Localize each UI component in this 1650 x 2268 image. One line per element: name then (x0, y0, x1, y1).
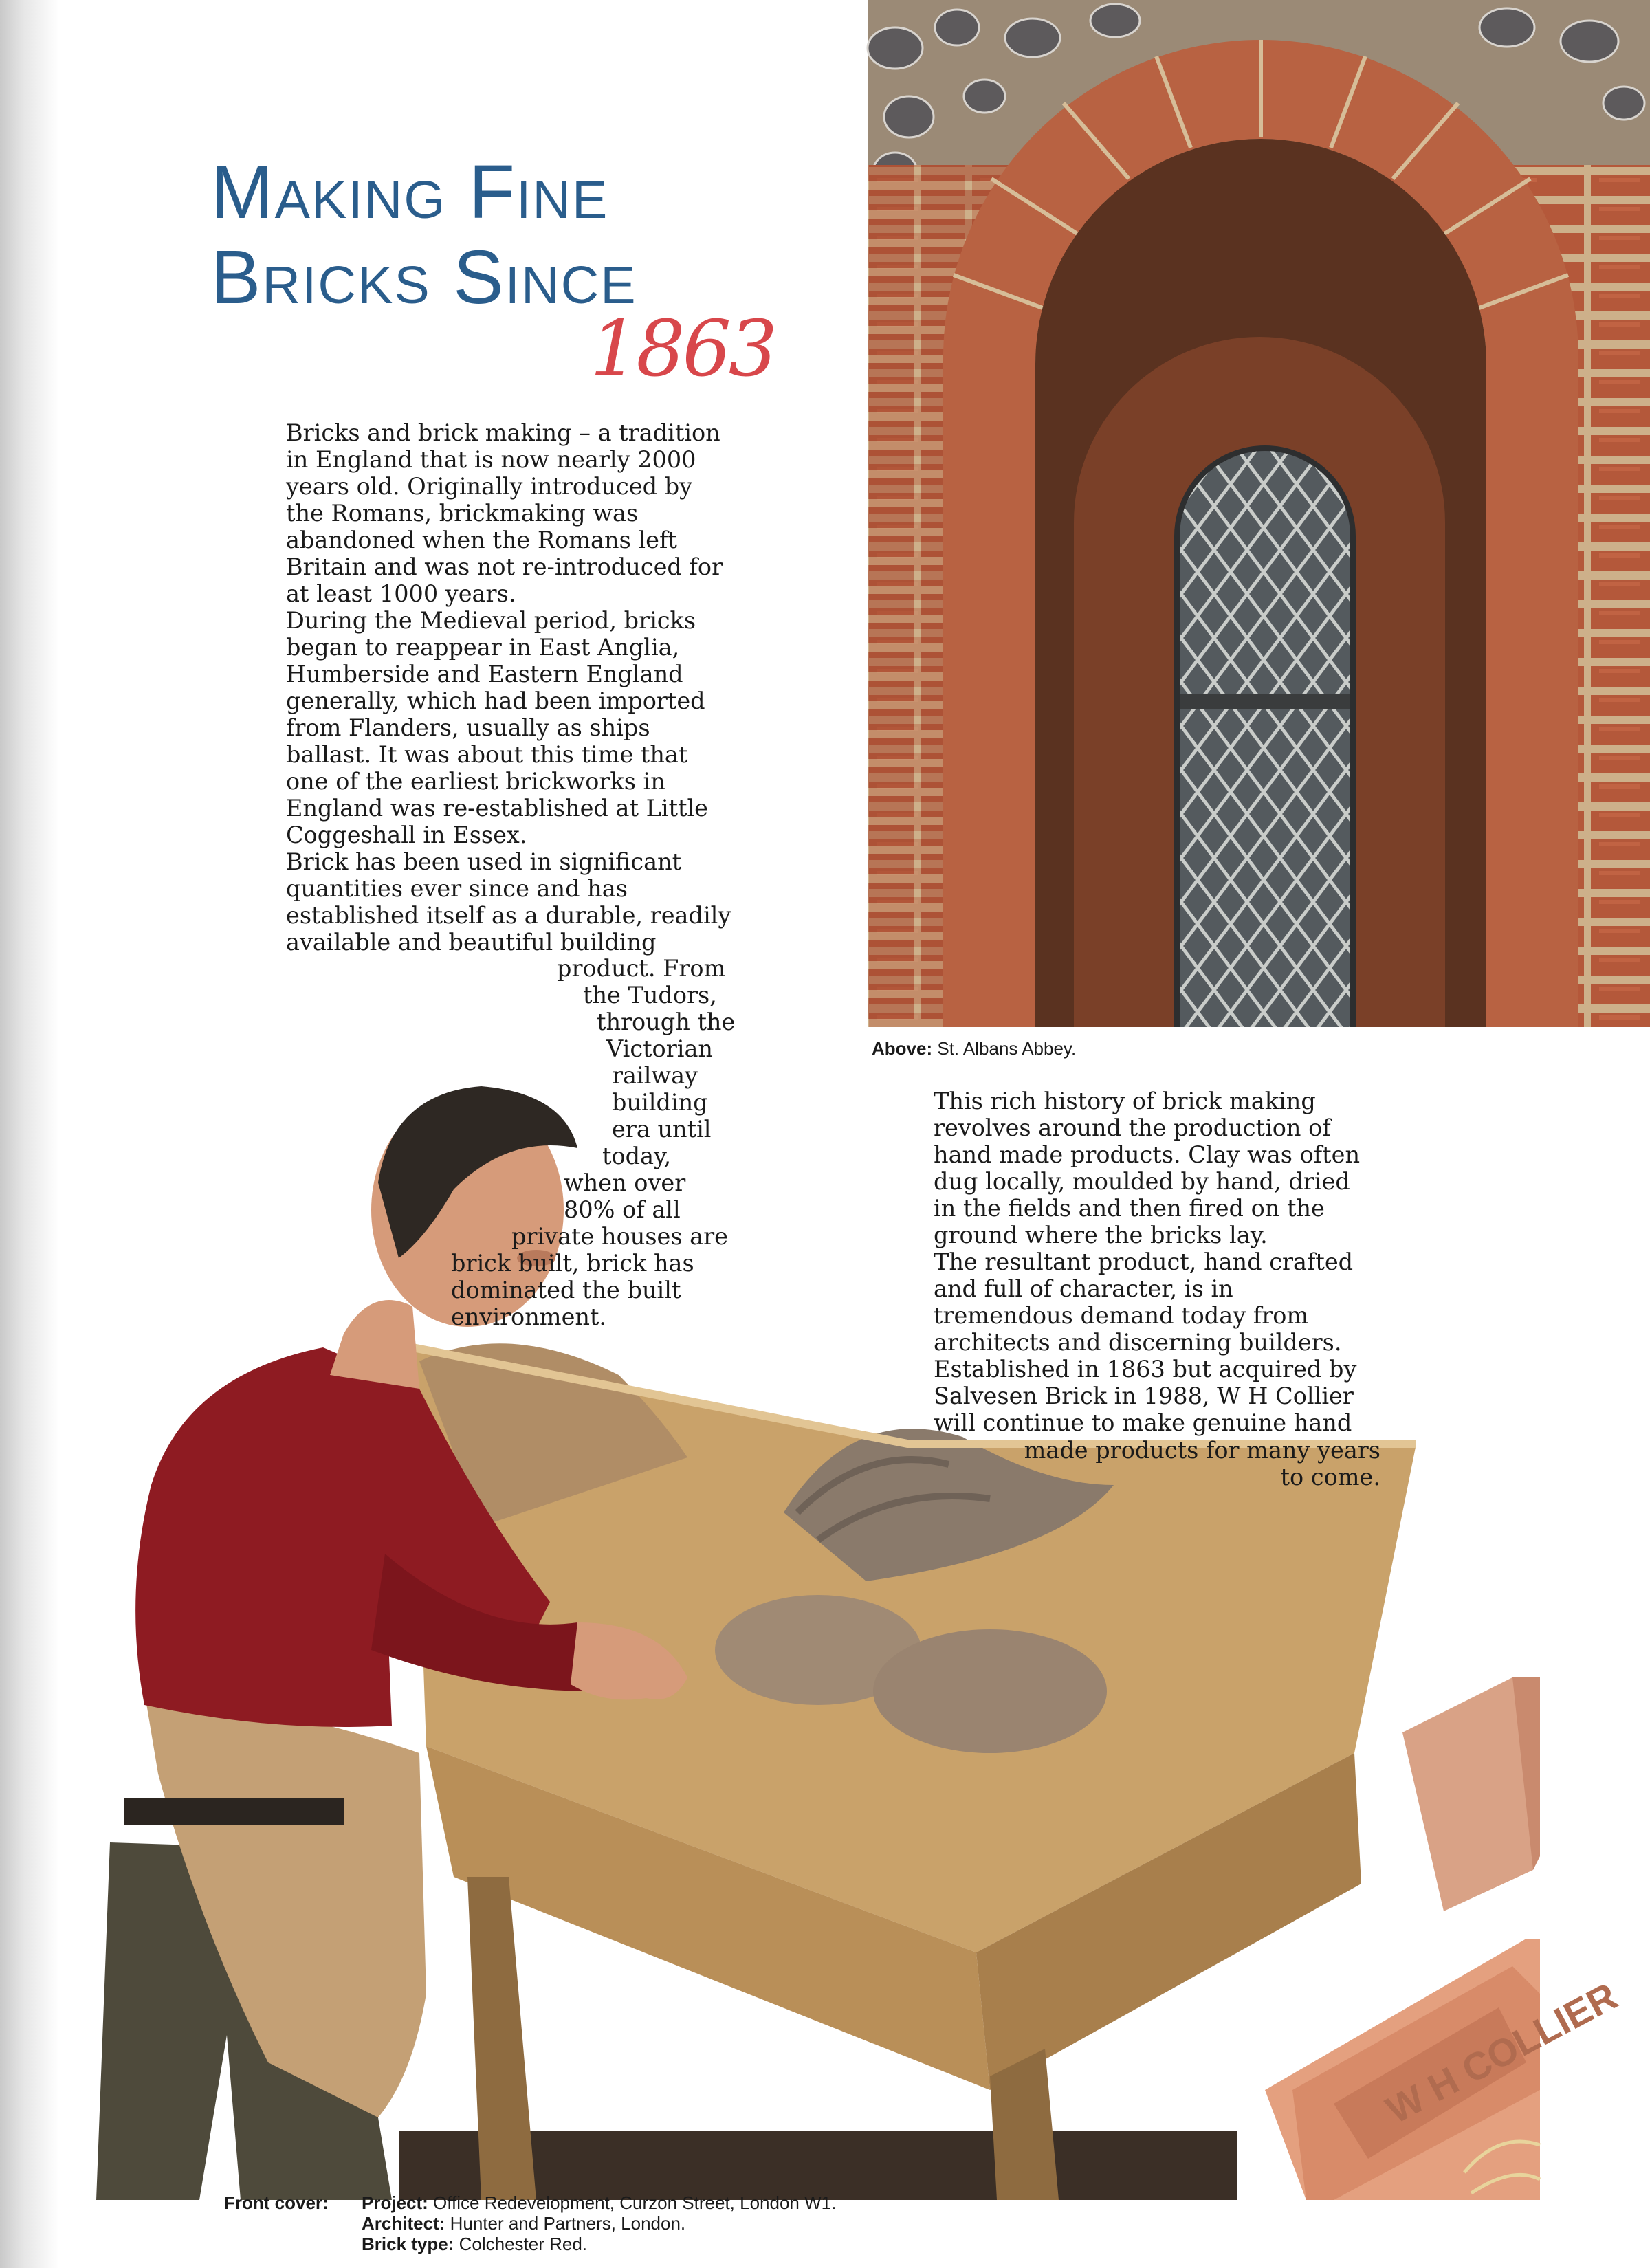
credit-value: Office Redevelopment, Curzon Street, London W1. (428, 2192, 837, 2213)
intro-tail-line: era until (612, 1116, 712, 1143)
intro-tail-line: dominated the built (451, 1277, 681, 1303)
intro-tail-line: private houses are (512, 1223, 728, 1250)
history-text-block (934, 1088, 1360, 1436)
page-edge-shadow (0, 0, 59, 2268)
credit-row-project (362, 2192, 836, 2213)
credit-key: Brick type: (362, 2234, 454, 2254)
credit-key: Architect: (362, 2213, 446, 2234)
intro-tail-line: 80% of all (564, 1196, 681, 1223)
intro-paragraph: Bricks and brick making – a tradition in England that is now nearly 2000 years old. Originally introduced by the Romans, brickmaking was abandoned when the Romans left Britain and was not re-introduced for at least 1000 years. During the Medieval period, bricks began to reappear in East Anglia, Humberside and Eastern England generally, which had been imported from Flanders, usually as ships ballast. It was about this time that one of the earliest brickworks in England was re-established at Little Coggeshall in Essex. Brick has been used in significant quantities ever since and has established itself as a durable, readily available and beautiful building (286, 419, 732, 956)
credit-row-architect (362, 2213, 836, 2234)
caption-text: St. Albans Abbey. (932, 1038, 1077, 1059)
intro-tail-line: product. From (557, 955, 726, 982)
title-year: 1863 (590, 305, 776, 394)
history-tail-line: made products for many years (1024, 1437, 1380, 1464)
credit-row-brick-type (362, 2234, 836, 2254)
credit-key: Project: (362, 2192, 428, 2213)
credits-label: Front cover: (224, 2192, 329, 2213)
abbey-photo (868, 0, 1650, 1027)
caption-label: Above: (872, 1038, 933, 1059)
credit-value: Hunter and Partners, London. (445, 2213, 686, 2234)
intro-tail-line: environment. (451, 1303, 607, 1330)
intro-tail-line: today, (602, 1143, 672, 1169)
intro-tail-line: when over (564, 1169, 686, 1196)
history-text-tail (934, 1437, 1380, 1490)
brick-stamp: W H COLLIER (1379, 1974, 1625, 2132)
intro-tail-line: building (612, 1089, 708, 1116)
intro-tail-line: railway (612, 1062, 698, 1089)
intro-tail-line: Victorian (606, 1035, 713, 1062)
title-line-2: Bricks Since (210, 235, 637, 320)
intro-text-block (286, 419, 731, 956)
intro-tail-line: through the (597, 1009, 736, 1035)
credit-value: Colchester Red. (454, 2234, 588, 2254)
intro-tail-line: the Tudors, (583, 982, 717, 1009)
title-line-1: Making Fine (210, 150, 609, 234)
intro-tail-line: brick built, brick has (451, 1250, 694, 1277)
page-title (210, 150, 637, 320)
history-tail-line: to come. (1280, 1464, 1380, 1490)
credits-rows (362, 2192, 836, 2254)
history-paragraph: This rich history of brick making revolves around the production of hand made products. Clay was often dug locally, moulded by hand, dried in the fields and then fired on the ground where the bricks lay. The resultant product, hand crafted and full of character, is in tremendous demand today from architects and discerning builders. Established in 1863 but acquired by Salvesen Brick in 1988, W H Collier will continue to make genuine hand (934, 1088, 1361, 1436)
